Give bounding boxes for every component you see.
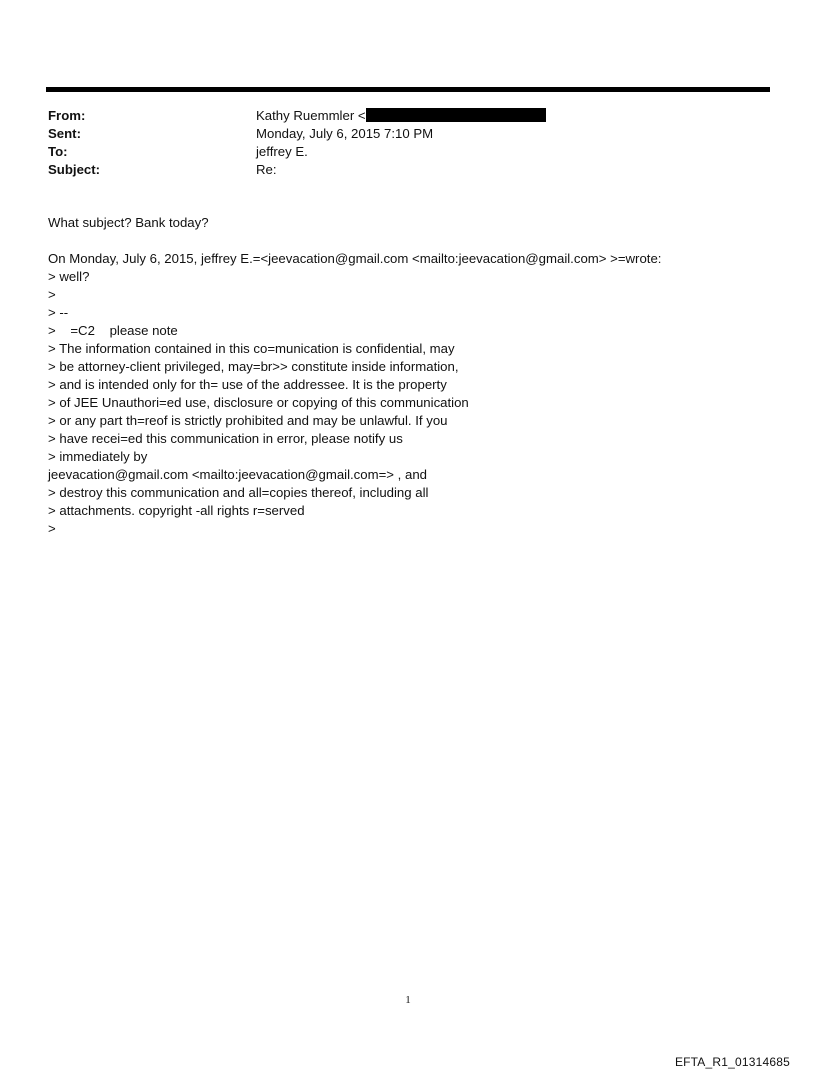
quoted-line: >	[48, 521, 56, 536]
sent-label: Sent:	[48, 126, 81, 141]
sent-row	[48, 125, 748, 143]
sent-value: Monday, July 6, 2015 7:10 PM	[256, 126, 434, 141]
quoted-line: > The information contained in this co=munication is confidential, may	[48, 341, 455, 356]
page-number: 1	[405, 994, 411, 1006]
quoted-line: > or any part th=reof is strictly prohibited and may be unlawful. If you	[48, 413, 448, 428]
quoted-line: > --	[48, 305, 69, 320]
quoted-line: > =C2 please note	[48, 323, 178, 338]
to-value: jeffrey E.	[256, 144, 308, 159]
body-spacer	[48, 232, 768, 250]
email-body	[48, 214, 768, 538]
from-value	[256, 107, 546, 125]
email-header	[48, 107, 748, 179]
subject-row	[48, 161, 748, 179]
bates-number: EFTA_R1_01314685	[674, 1055, 790, 1069]
quoted-line: jeevacation@gmail.com <mailto:jeevacation@gmail.com=> , and	[48, 467, 427, 482]
quoted-line: > destroy this communication and all=copies thereof, including all	[48, 485, 429, 500]
reply-text: What subject? Bank today?	[48, 215, 209, 230]
from-label: From:	[48, 108, 86, 123]
from-sender: Kathy Ruemmler <	[256, 108, 366, 123]
quoted-line: > attachments. copyright -all rights r=served	[48, 503, 305, 518]
subject-value: Re:	[256, 162, 277, 177]
from-row	[48, 107, 748, 125]
to-row	[48, 143, 748, 161]
quoted-line: > well?	[48, 269, 90, 284]
to-label: To:	[48, 144, 68, 159]
redaction-block	[366, 108, 546, 122]
subject-label: Subject:	[48, 162, 101, 177]
quoted-line: > immediately by	[48, 449, 148, 464]
quoted-line: > be attorney-client privileged, may=br>> constitute inside information,	[48, 359, 459, 374]
quoted-line: > and is intended only for th= use of the addressee. It is the property	[48, 377, 447, 392]
quoted-line: > of JEE Unauthori=ed use, disclosure or copying of this communication	[48, 395, 469, 410]
quoted-line: On Monday, July 6, 2015, jeffrey E.=<jeevacation@gmail.com <mailto:jeevacation@gmail.com> >=wrote:	[48, 251, 662, 266]
quoted-line: > have recei=ed this communication in error, please notify us	[48, 431, 403, 446]
quoted-line: >	[48, 287, 56, 302]
header-rule	[46, 87, 770, 92]
